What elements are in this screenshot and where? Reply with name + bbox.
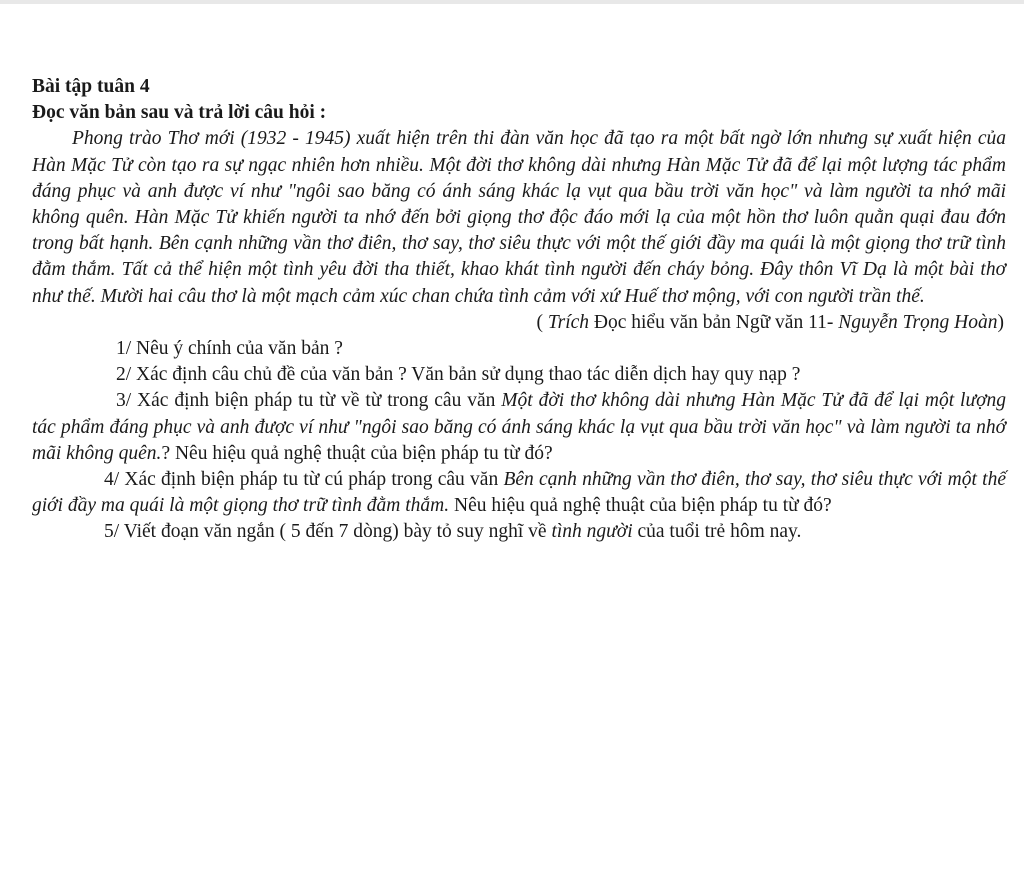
question-4-prefix: 4/ Xác định biện pháp tu từ cú pháp trong câu văn: [104, 469, 504, 491]
document-title: Bài tập tuân 4: [32, 76, 150, 97]
question-3-prefix: 3/ Xác định biện pháp tu từ về từ trong câu văn: [116, 390, 502, 412]
document-instruction: Đọc văn bản sau và trả lời câu hỏi :: [32, 102, 327, 124]
passage-citation: [32, 310, 1006, 336]
question-3-suffix: ? Nêu hiệu quả nghệ thuật của biện pháp tu từ đó?: [161, 442, 553, 464]
question-2: 2/ Xác định câu chủ đề của văn bản ? Văn bản sử dụng thao tác diễn dịch hay quy nạp ?: [116, 364, 801, 386]
citation-close: ): [997, 311, 1004, 333]
citation-author: Nguyễn Trọng Hoàn: [838, 311, 998, 333]
question-5-suffix: của tuổi trẻ hôm nay.: [632, 521, 802, 543]
question-5-prefix: 5/ Viết đoạn văn ngắn ( 5 đến 7 dòng) bày tỏ suy nghĩ về: [104, 521, 552, 543]
citation-source: Đọc hiểu văn bản Ngữ văn 11-: [589, 311, 839, 333]
question-3: [32, 388, 1006, 467]
question-5-quote: tình người: [551, 521, 633, 543]
document-page: [32, 74, 1006, 546]
question-4-suffix: Nêu hiệu quả nghệ thuật của biện pháp tu từ đó?: [449, 495, 832, 517]
reading-passage: Phong trào Thơ mới (1932 - 1945) xuất hiện trên thi đàn văn học đã tạo ra một bất ngờ lớn nhưng sự xuất hiện của Hàn Mặc Tử còn tạo ra sự ngạc nhiên hơn nhiều. Một đời thơ không dài nhưng Hàn Mặc Tử đã để lại một lượng tác phẩm đáng phục và anh được ví như "ngôi sao băng có ánh sáng khác lạ vụt qua bầu trời văn học" và làm người ta nhớ mãi không quên. Hàn Mặc Tử khiến người ta nhớ đến bởi giọng thơ độc đáo mới lạ của một hồn thơ luôn quằn quại đau đớn trong bất hạnh. Bên cạnh những vần thơ điên, thơ say, thơ siêu thực với một thế giới đầy ma quái là một giọng thơ trữ tình đằm thắm. Tất cả thể hiện một tình yêu đời tha thiết, khao khát tình người đến cháy bỏng. Đây thôn Vĩ Dạ là một bài thơ như thế. Mười hai câu thơ là một mạch cảm xúc chan chứa tình cảm với xứ Huế thơ mộng, với con người trần thế.: [32, 128, 1006, 307]
question-5: [32, 519, 1006, 545]
top-border: [0, 0, 1024, 4]
question-1: 1/ Nêu ý chính của văn bản ?: [116, 338, 343, 360]
citation-trich: Trích: [547, 311, 590, 333]
question-3-quote: Một đời thơ không dài nhưng Hàn Mặc Tử đã để lại một lượng tác phẩm đáng phục và anh được ví như "ngôi sao băng có ánh sáng khác lạ vụt qua bầu trời văn học" và làm người ta nhớ mãi không quên.: [32, 390, 1006, 464]
question-4-quote: Bên cạnh những vần thơ điên, thơ say, thơ siêu thực với một thế giới đầy ma quái là một giọng thơ trữ tình đằm thắm.: [32, 469, 1006, 517]
question-4: [32, 467, 1006, 519]
citation-open: (: [536, 311, 548, 333]
